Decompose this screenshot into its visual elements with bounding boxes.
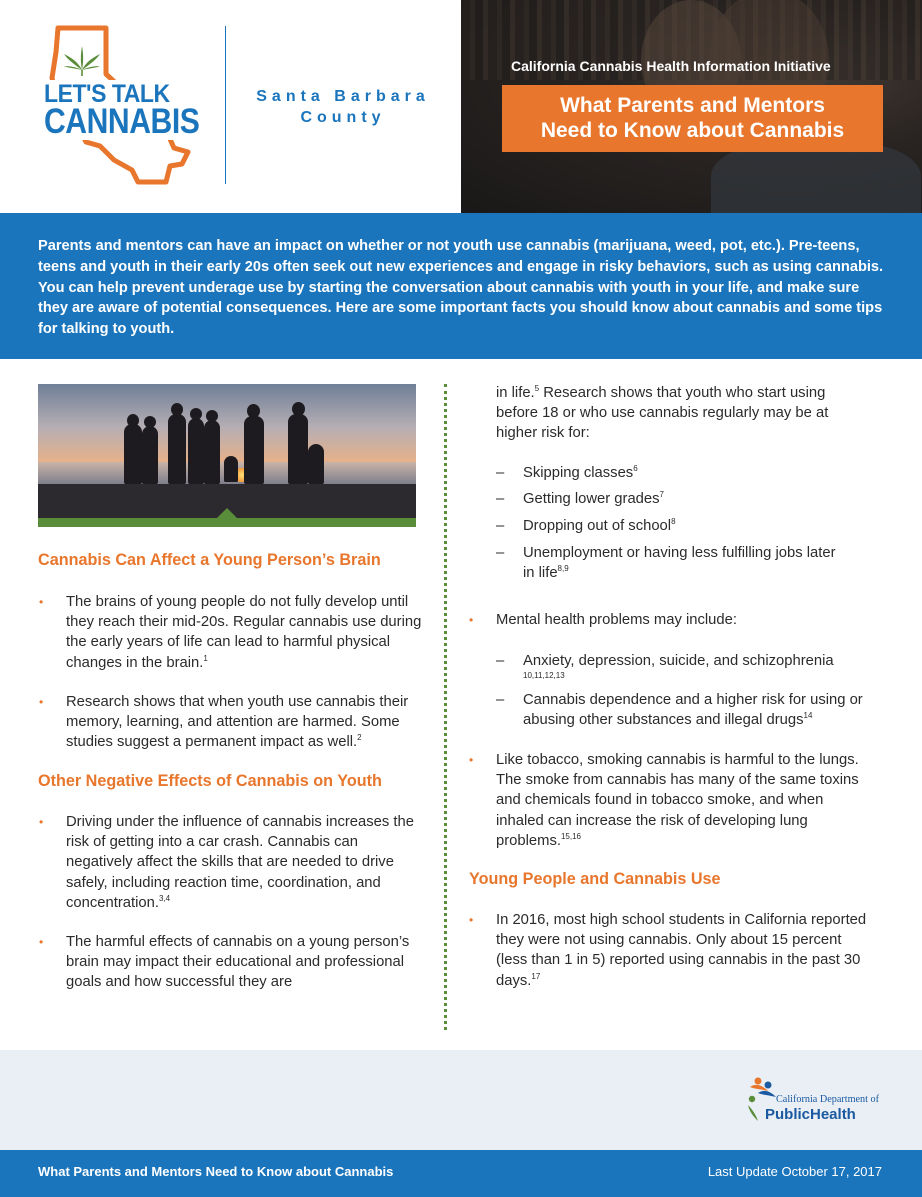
dash-text: Anxiety, depression, suicide, and schizophrenia	[523, 653, 834, 669]
county-line2: County	[300, 109, 386, 126]
footnote-ref: 15,16	[560, 831, 581, 841]
cdph-dept-label: California Department of	[776, 1094, 879, 1105]
logo-text-cannabis: CANNABIS	[44, 102, 200, 141]
list-item	[496, 690, 868, 730]
dash-text: Dropping out of school	[523, 518, 672, 534]
dash-icon: –	[496, 518, 505, 534]
footnote-ref: 7	[659, 490, 664, 500]
bullet-text: The brains of young people do not fully develop until they reach their mid-20s. Regular cannabis use during the early years of life can lead to harmful physical changes in the brain.	[66, 594, 422, 671]
bullet-dot-icon: •	[39, 935, 44, 949]
column-divider	[444, 384, 447, 1030]
document-title	[502, 85, 883, 152]
footer-last-update: Last Update October 17, 2017	[707, 1164, 882, 1179]
footnote-ref: 14	[803, 711, 813, 721]
list-item	[469, 750, 868, 851]
bullet-text: In 2016, most high school students in California reported they were not using cannabis. Only about 15 percent (less than 1 in 5) reported using cannabis in the past 30 days.	[496, 912, 867, 989]
list-item	[496, 651, 863, 681]
continuation-rest: Research shows that youth who start using before 18 or who use cannabis regularly may be at higher risk for:	[496, 385, 829, 442]
list-item	[496, 516, 863, 536]
bullet-dot-icon: •	[39, 695, 44, 709]
list-item	[496, 489, 863, 509]
list-item	[496, 463, 863, 483]
title-line2: Need to Know about Cannabis	[540, 119, 845, 142]
bullet-text: Driving under the influence of cannabis increases the risk of getting into a car crash. Cannabis can negatively affect the skills that are needed to drive safely, including reaction time, coordination, and concentration.	[66, 814, 414, 911]
title-line1: What Parents and Mentors	[560, 94, 825, 117]
dash-text: Getting lower grades	[523, 491, 660, 507]
list-item	[496, 543, 843, 583]
header-divider	[225, 26, 226, 184]
list-item	[469, 910, 868, 991]
county-line1: Santa Barbara	[256, 88, 430, 105]
continuation-start: in life.	[496, 385, 535, 401]
footnote-ref: 3,4	[158, 893, 171, 903]
bullet-text: Research shows that when youth use cannabis their memory, learning, and attention are harmed. Some studies suggest a permanent impact as well.	[66, 694, 409, 751]
dash-icon: –	[496, 692, 505, 708]
list-item	[39, 692, 430, 753]
dash-text: Cannabis dependence and a higher risk for using or abusing other substances and illegal drugs	[523, 692, 863, 729]
footnote-ref: 17	[531, 971, 541, 981]
footnote-ref: 8	[671, 517, 676, 527]
footnote-ref: 8,9	[557, 564, 569, 574]
list-item	[39, 812, 414, 913]
footnote-ref: 10,11,12,13	[523, 671, 565, 681]
dash-text: Skipping classes	[523, 465, 634, 481]
list-item	[39, 592, 430, 673]
bullet-dot-icon: •	[39, 815, 44, 829]
beach-campfire-photo	[38, 384, 416, 527]
logo-text-lets-talk: LET'S TALK	[44, 80, 170, 108]
dash-text: Unemployment or having less fulfilling jobs later in life	[523, 545, 836, 582]
footer-title: What Parents and Mentors Need to Know about Cannabis	[38, 1164, 394, 1179]
section-heading-young-people: Young People and Cannabis Use	[469, 870, 721, 888]
bullet-text: The harmful effects of cannabis on a young person’s brain may impact their educational and professional goals and how successful they are	[66, 934, 410, 991]
bullet-dot-icon: •	[39, 595, 44, 609]
continuation-text	[496, 383, 864, 444]
bullet-text: Mental health problems may include:	[496, 612, 737, 628]
section-heading-brain: Cannabis Can Affect a Young Person’s Brain	[38, 551, 381, 569]
bullet-dot-icon: •	[469, 753, 474, 767]
footnote-ref: 2	[357, 733, 362, 743]
list-item	[469, 610, 864, 630]
intro-band	[0, 213, 922, 359]
intro-paragraph: Parents and mentors can have an impact on whether or not youth use cannabis (marijuana, weed, pot, etc.). Pre-teens, teens and youth in their early 20s often seek out new experiences and engage in risky behaviors, such as using cannabis. You can help prevent underage use by starting the conversation about cannabis with youth in your life, and make sure they are aware of potential consequences. Here are some important facts you should know about cannabis and some tips for talking to youth.	[38, 238, 884, 338]
header	[0, 0, 922, 213]
dash-icon: –	[496, 491, 505, 507]
footnote-ref: 6	[633, 464, 638, 474]
bullet-dot-icon: •	[469, 913, 474, 927]
bullet-text: Like tobacco, smoking cannabis is harmful to the lungs. The smoke from cannabis has many of the same toxins and chemicals found in tobacco smoke, and when inhaled can increase the risk of developing lung problems.	[496, 752, 859, 849]
county-name	[236, 86, 450, 128]
list-item	[39, 932, 414, 993]
footnote-ref: 1	[203, 653, 208, 663]
initiative-label: California Cannabis Health Information Initiative	[511, 58, 831, 74]
footnote-ref: 5	[534, 384, 540, 394]
bullet-dot-icon: •	[469, 613, 474, 627]
section-heading-negative-effects: Other Negative Effects of Cannabis on Youth	[38, 772, 382, 790]
cdph-name-label: PublicHealth	[765, 1106, 856, 1123]
dash-icon: –	[496, 653, 505, 669]
dash-icon: –	[496, 465, 505, 481]
dash-icon: –	[496, 545, 505, 561]
